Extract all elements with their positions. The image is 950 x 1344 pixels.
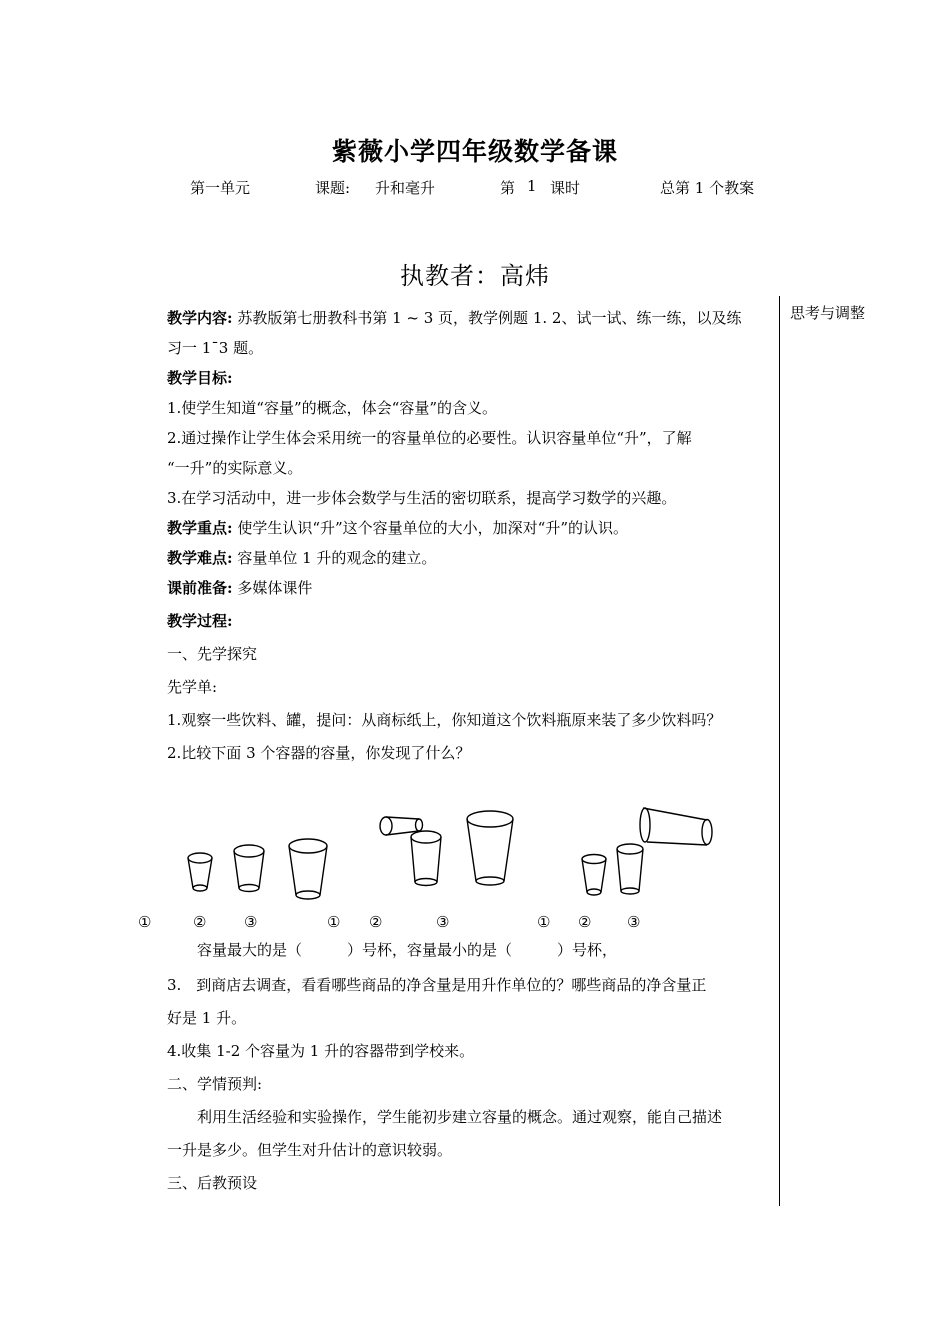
question-3-line-2: 好是 1 升。	[167, 1009, 247, 1027]
side-column-header: 思考与调整	[790, 304, 866, 322]
goal-2-line-2: “一升”的实际意义。	[167, 459, 303, 477]
topic-value: 升和毫升	[375, 179, 436, 197]
goal-1: 1.使学生知道“容量”的概念，体会“容量”的含义。	[167, 399, 497, 417]
goal-3: 3.在学习活动中，进一步体会数学与生活的密切联系，提高学习数学的兴趣。	[167, 489, 677, 507]
cup-label: ①	[138, 913, 152, 931]
section-2-heading: 二、学情预判:	[167, 1075, 263, 1093]
question-1: 1.观察一些饮料、罐，提问：从商标纸上，你知道这个饮料瓶原来装了多少饮料吗？	[167, 711, 722, 729]
teaching-content-line-2: 习一 1¯3 题。	[167, 339, 264, 357]
topic-label: 课题:	[315, 179, 351, 197]
key-point-text: 使学生认识“升”这个容量单位的大小，加深对“升”的认识。	[237, 519, 629, 537]
cup-label: ③	[244, 913, 258, 931]
cup-large-icon	[289, 839, 327, 899]
cup-small-icon	[582, 855, 606, 896]
teaching-content-text: 苏教版第七册教科书第 1 ~ 3 页，教学例题 1. 2、试一试、练一练，以及练	[237, 309, 742, 327]
total-lesson-count: 总第 1 个教案	[660, 179, 755, 197]
cup-tilted-large-icon	[640, 808, 712, 845]
goal-2-line-1: 2.通过操作让学生体会采用统一的容量单位的必要性。认识容量单位“升”，了解	[167, 429, 692, 447]
section-1-heading: 一、先学探究	[167, 645, 258, 663]
key-point-label: 教学重点:	[167, 519, 233, 537]
question-4: 4.收集 1-2 个容量为 1 升的容器带到学校来。	[167, 1042, 475, 1060]
cup-label: ②	[193, 913, 207, 931]
prediction-line-2: 一升是多少。但学生对升估计的意识较弱。	[167, 1141, 453, 1159]
cup-large-icon	[467, 811, 513, 885]
teacher-name: 执教者：高炜	[400, 262, 550, 290]
cup-label: ③	[436, 913, 450, 931]
cup-label: ③	[627, 913, 641, 931]
prep-line	[167, 573, 771, 603]
cup-medium-icon	[411, 831, 441, 886]
sheet-label: 先学单:	[167, 678, 218, 696]
cups-illustration	[130, 800, 730, 900]
lesson-content	[167, 303, 771, 1198]
cup-label: ②	[578, 913, 592, 931]
lesson-suffix: 课时	[550, 179, 581, 197]
cup-medium-icon	[234, 845, 264, 892]
cup-small-icon	[188, 853, 212, 891]
goals-label: 教学目标:	[167, 369, 233, 387]
lesson-number: 1	[527, 177, 537, 195]
difficulty-text: 容量单位 1 升的观念的建立。	[237, 549, 437, 567]
page-title: 紫薇小学四年级数学备课	[331, 137, 618, 166]
lesson-prefix: 第	[500, 179, 516, 197]
prep-text: 多媒体课件	[237, 579, 313, 597]
question-2: 2.比较下面 3 个容器的容量，你发现了什么？	[167, 744, 471, 762]
process-label: 教学过程:	[167, 612, 233, 630]
difficulty-line	[167, 543, 771, 573]
cup-medium-icon	[617, 844, 643, 894]
prediction-line-1: 利用生活经验和实验操作，学生能初步建立容量的概念。通过观察，能自己描述	[167, 1108, 723, 1126]
cup-label: ①	[537, 913, 551, 931]
teaching-content-line-1	[167, 303, 771, 333]
unit-label: 第一单元	[190, 179, 251, 197]
teaching-content-label: 教学内容:	[167, 309, 233, 327]
cup-label: ①	[327, 913, 341, 931]
column-divider	[779, 296, 780, 1206]
section-3-heading: 三、后教预设	[167, 1174, 258, 1192]
fill-in-sentence: 容量最大的是（ ）号杯，容量最小的是（ ）号杯，	[197, 941, 618, 959]
prep-label: 课前准备:	[167, 579, 233, 597]
difficulty-label: 教学难点:	[167, 549, 233, 567]
key-point-line	[167, 513, 771, 543]
cup-label: ②	[369, 913, 383, 931]
question-3-line-1: 3. 到商店去调查，看看哪些商品的净含量是用升作单位的？哪些商品的净含量正	[167, 976, 707, 994]
